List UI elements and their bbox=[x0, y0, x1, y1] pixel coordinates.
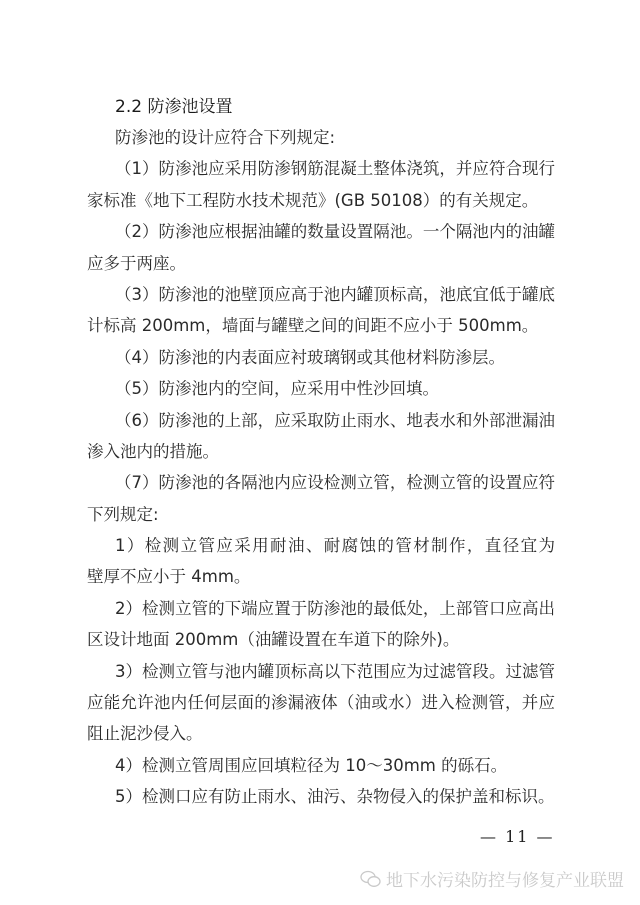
text-line: 5）检测口应有防止雨水、油污、杂物侵入的保护盖和标识。 bbox=[115, 787, 555, 807]
watermark bbox=[360, 866, 624, 891]
paragraph bbox=[87, 373, 555, 404]
paragraph bbox=[87, 342, 555, 373]
watermark-text: 地下水污染防控与修复产业联盟 bbox=[386, 871, 624, 891]
text-line: 2）检测立管的下端应置于防渗池的最低处，上部管口应高出 bbox=[115, 598, 555, 618]
text-line: 1）检测立管应采用耐油、耐腐蚀的管材制作，直径宜为 bbox=[115, 536, 555, 556]
paragraph bbox=[87, 656, 555, 750]
text-line: 4）检测立管周围应回填粒径为 10～30mm 的砾石。 bbox=[115, 755, 508, 775]
text-line: 下列规定: bbox=[87, 504, 159, 524]
paragraph bbox=[87, 593, 555, 656]
text-line: 计标高 200mm，墙面与罐壁之间的间距不应小于 500mm。 bbox=[87, 316, 539, 336]
text-line: 家标准《地下工程防水技术规范》(GB 50108）的有关规定。 bbox=[87, 190, 539, 210]
text-line: 阻止泥沙侵入。 bbox=[87, 724, 203, 744]
text-line: 3）检测立管与池内罐顶标高以下范围应为过滤管段。过滤管 bbox=[115, 661, 555, 681]
paragraph bbox=[87, 279, 555, 342]
paragraph bbox=[87, 781, 555, 812]
page-number: — 11 — bbox=[480, 827, 555, 846]
text-line: 区设计地面 200mm（油罐设置在车道下的除外)。 bbox=[87, 630, 460, 650]
text-line: 防渗池的设计应符合下列规定: bbox=[115, 128, 336, 147]
text-line: （3）防渗池的池壁顶应高于池内罐顶标高，池底宜低于罐底 bbox=[115, 284, 555, 304]
paragraph bbox=[87, 750, 555, 781]
text-line: （5）防渗池内的空间，应采用中性沙回填。 bbox=[115, 379, 439, 399]
wechat-icon bbox=[360, 869, 382, 889]
text-line: 应多于两座。 bbox=[87, 253, 186, 273]
text-line: （7）防渗池的各隔池内应设检测立管，检测立管的设置应符 bbox=[115, 473, 555, 493]
paragraph bbox=[87, 122, 555, 153]
text-line: （6）防渗池的上部，应采取防止雨水、地表水和外部泄漏油 bbox=[115, 410, 555, 430]
paragraph bbox=[87, 153, 555, 216]
text-line: 壁厚不应小于 4mm。 bbox=[87, 567, 251, 587]
paragraph bbox=[87, 405, 555, 468]
text-line: （4）防渗池的内表面应衬玻璃钢或其他材料防渗层。 bbox=[115, 347, 505, 367]
section-title: 2.2 防渗池设置 bbox=[115, 97, 233, 117]
paragraph bbox=[87, 530, 555, 593]
paragraph bbox=[87, 216, 555, 279]
paragraph bbox=[87, 467, 555, 530]
text-line: （1）防渗池应采用防渗钢筋混凝土整体浇筑，并应符合现行 bbox=[115, 159, 555, 179]
text-line: 渗入池内的措施。 bbox=[87, 441, 219, 461]
text-line: 应能允许池内任何层面的渗漏液体（油或水）进入检测管，并应 bbox=[87, 693, 555, 713]
text-line: （2）防渗池应根据油罐的数量设置隔池。一个隔池内的油罐 bbox=[115, 222, 555, 242]
document-body bbox=[87, 122, 555, 813]
